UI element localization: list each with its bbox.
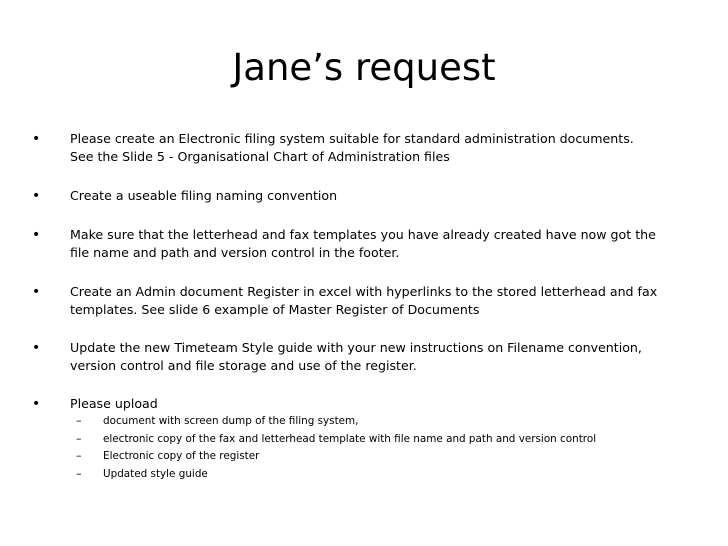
bullet-text: Update the new Timeteam Style guide with your new instructions on Filename convention, version control and file storage and use of the register. xyxy=(70,340,642,373)
bullet-text: Please upload xyxy=(70,396,158,411)
bullet-marker: • xyxy=(32,284,41,300)
dash-marker: – xyxy=(76,432,82,445)
bullet-marker: • xyxy=(32,131,41,147)
sub-bullet-text: document with screen dump of the filing system, xyxy=(103,415,359,427)
bullet-text: Please create an Electronic filing system suitable for standard administration documents. See the Slide 5 - Organisational Chart of Administration files xyxy=(70,131,634,164)
bullet-text: Create an Admin document Register in excel with hyperlinks to the stored letterhead and fax templates. See slide 6 example of Master Register of Documents xyxy=(70,284,658,317)
slide-title: Jane’s request xyxy=(232,46,496,89)
bullet-marker: • xyxy=(32,227,41,243)
sub-bullet-text: electronic copy of the fax and letterhead template with file name and path and version control xyxy=(103,433,597,445)
sub-bullet-text: Updated style guide xyxy=(103,468,208,480)
bullet-marker: • xyxy=(32,188,41,204)
dash-marker: – xyxy=(76,467,82,480)
sub-bullet-text: Electronic copy of the register xyxy=(103,450,260,462)
bullet-text: Make sure that the letterhead and fax templates you have already created have now got the file name and path and version control in the footer. xyxy=(70,227,656,260)
bullet-text: Create a useable filing naming convention xyxy=(70,188,338,203)
dash-marker: – xyxy=(76,449,82,462)
bullet-marker: • xyxy=(32,340,41,356)
dash-marker: – xyxy=(76,414,82,427)
bullet-marker: • xyxy=(32,396,41,412)
